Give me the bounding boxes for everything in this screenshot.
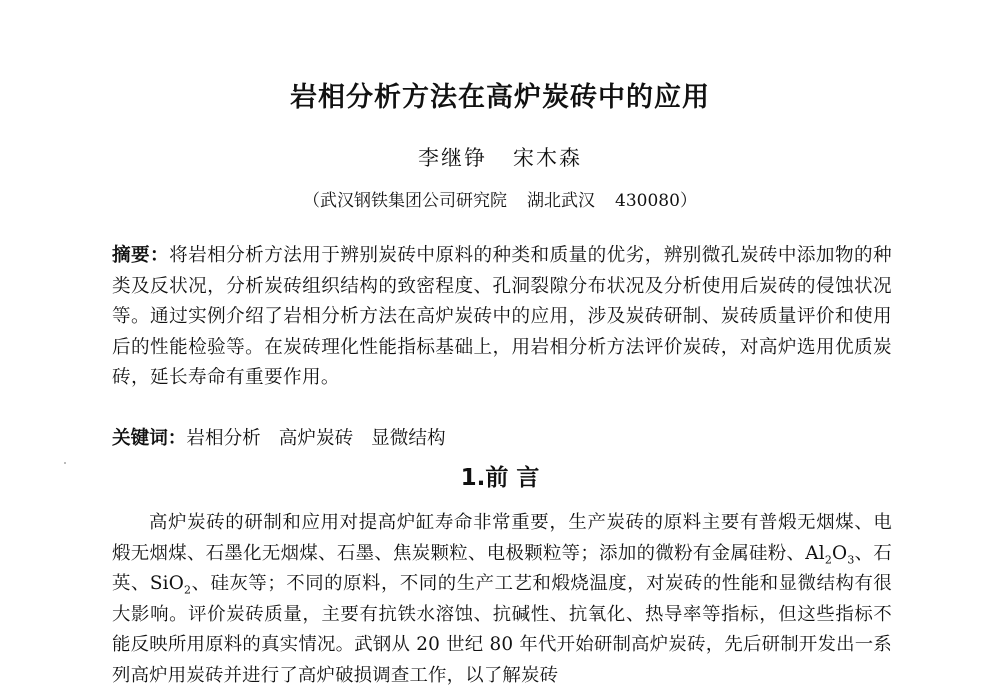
affiliation-open-paren: （ [303, 191, 321, 211]
body-text-run: 、石英、SiO [112, 542, 892, 594]
paper-title: 岩相分析方法在高炉炭砖中的应用 [290, 82, 710, 113]
affiliation-institute: 武汉钢铁集团公司研究院 [320, 191, 508, 211]
section-heading: 1.前 言 [460, 465, 540, 491]
keyword: 岩相分析 [186, 428, 261, 449]
subscript: 2 [184, 583, 192, 597]
author-name: 李继铮 [418, 146, 487, 170]
abstract [112, 241, 892, 394]
body-text-run: 高炉炭砖的研制和应用对提高炉缸寿命非常重要，生产炭砖的原料主要有普煅无烟煤、电煅无烟煤、石墨化无烟煤、石墨、焦炭颗粒、电极颗粒等；添加的微粉有金属硅粉、Al [112, 512, 892, 564]
subscript: 3 [847, 553, 855, 567]
affiliation-line [0, 188, 1000, 214]
author-list [0, 143, 1000, 173]
affiliation-postcode: 430080 [615, 191, 680, 211]
subscript: 2 [824, 553, 833, 567]
keywords [112, 424, 892, 454]
abstract-text: 将岩相分析方法用于辨别炭砖中原料的种类和质量的优劣，辨别微孔炭砖中添加物的种类及反状况，分析炭砖组织结构的致密程度、孔洞裂隙分布状况及分析使用后炭砖的侵蚀状况等。通过实例介绍了岩相分析方法在高炉炭砖中的应用，涉及炭砖研制、炭砖质量评价和使用后的性能检验等。在炭砖理化性能指标基础上，用岩相分析方法评价炭砖，对高炉选用优质炭砖，延长寿命有重要作用。 [112, 245, 892, 388]
body-paragraph [112, 508, 892, 691]
keyword: 显微结构 [371, 428, 446, 449]
body-text-run: O [832, 542, 848, 564]
keywords-label: 关键词： [112, 428, 187, 449]
keyword: 高炉炭砖 [278, 428, 354, 449]
affiliation-location: 湖北武汉 [527, 191, 596, 211]
body-text-run: 、硅灰等；不同的原料，不同的生产工艺和煅烧温度，对炭砖的性能和显微结构有很大影响。评价炭砖质量，主要有抗铁水溶蚀、抗碱性、抗氧化、热导率等指标，但这些指标不能反映所用原料的真实情况。武钢从 20 世纪 80 年代开始研制高炉炭砖，先后研制开发出一系列高炉用炭砖并进行了高炉破损调查工作，以了解炭砖 [112, 573, 893, 686]
abstract-label: 摘要： [112, 245, 170, 266]
affiliation-close-paren: ） [679, 191, 697, 211]
author-name: 宋木森 [513, 146, 582, 170]
